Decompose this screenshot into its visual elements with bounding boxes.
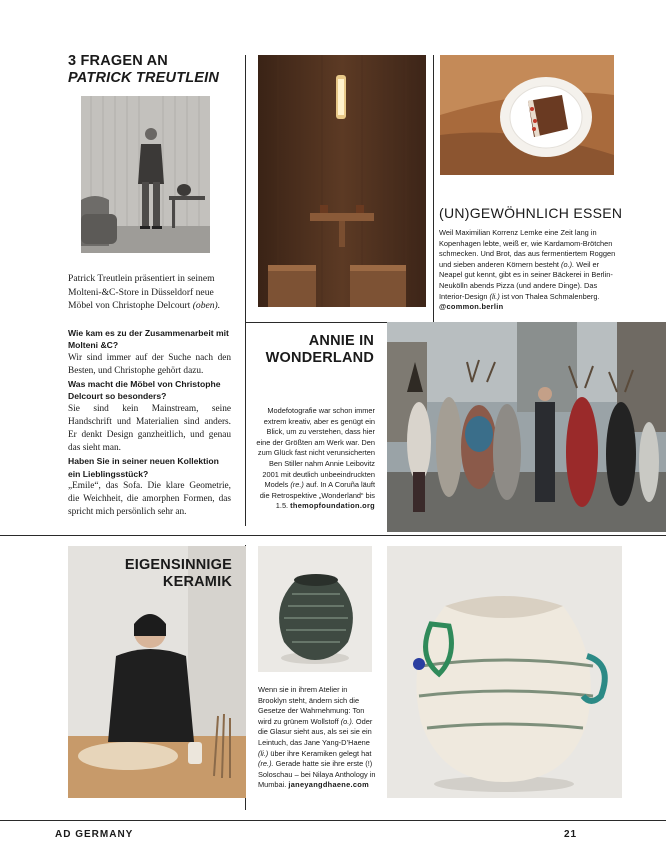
ceramic-body-text: Wenn sie in ihrem Atelier in Brooklyn steht, ändern sich die Gesetze der Wahrnehmung: Ton wird zu grünem Wollstoff [258, 685, 365, 726]
interview-intro [68, 272, 233, 313]
ceramic-ref-1: (o.). [340, 716, 354, 726]
food-body-text-2: Weil er Neapel gut kennt, gibt es in seiner Bäckerei in Berlin-Neukölln abends Pizza (und andere Dinge). Das Interior-Design [439, 259, 613, 301]
column-rule-2 [433, 55, 434, 323]
ceramic-title-line2: KERAMIK [162, 574, 232, 590]
ceramic-body-text-2: Oder die Glasur sieht aus, als sei sie ein Leintuch, das Jane Yang-D’Haene [258, 716, 373, 747]
ceramic-body-text-3: über ihre Keramiken gelegt hat [270, 748, 372, 758]
cake-plate-photo [440, 55, 614, 175]
cake-plate-illustration [440, 55, 614, 175]
food-body-text-3: ist von Thalea Schmalenberg. [501, 291, 600, 301]
annie-url-link[interactable]: themopfoundation.org [290, 501, 375, 511]
answer-2: Sie sind kein Mainstream, seine Handschrift und Materialien sind anders. Er denkt Design ganzheitlich, und genau das sieht man. [68, 403, 231, 454]
green-vessel-illustration [258, 546, 372, 672]
annie-ref: (re.) [290, 480, 304, 490]
treutlein-photo-illustration [81, 96, 210, 253]
question-2: Was macht die Möbel von Christophe Delcourt so besonders? [68, 379, 221, 402]
question-1: Wie kam es zu der Zusammenarbeit mit Molteni &C? [68, 328, 229, 351]
ceramic-ref-2: (li.) [258, 748, 269, 758]
interview-intro-text: Patrick Treutlein präsentiert in seinem Molteni-&C-Store in Düsseldorf neue Möbel von Christophe Delcourt [68, 273, 215, 311]
interview-title-line2: PATRICK TREUTLEIN [68, 70, 220, 86]
bakery-interior-photo [258, 55, 426, 307]
food-handle-link[interactable]: @common.berlin [439, 302, 504, 312]
question-3: Haben Sie in seiner neuen Kollektion ein Lieblingsstück? [68, 456, 219, 479]
food-body [439, 228, 617, 313]
interview-qa [68, 327, 231, 519]
interview-title-line1: 3 FRAGEN AN [68, 53, 168, 69]
annie-title [258, 333, 374, 367]
bakery-interior-illustration [258, 55, 426, 307]
green-vessel-photo [258, 546, 372, 672]
food-ref-2: (li.) [489, 291, 500, 301]
interview-title [68, 53, 219, 87]
treutlein-photo [81, 96, 210, 253]
annie-body-text: Modefotografie war schon immer extrem kreativ, aber es genügt ein Blick, um zu verstehen, dass hier eine der Größten am Werk war. Den zum Glück fast nicht verunsicherten Ben Stiller nahm Annie Leibovitz 2001 mit deutlich unbeeindruckten Models [256, 406, 375, 490]
ceramic-ref-3: (re.). [258, 759, 274, 769]
answer-3: „Emile“, das Sofa. Die klare Geometrie, die Weichheit, die amorphen Formen, das spricht mich persönlich sehr an. [68, 481, 231, 518]
ceramic-url-link[interactable]: janeyangdhaene.com [288, 780, 369, 790]
food-title: (UN)GEWÖHNLICH ESSEN [439, 205, 623, 221]
footer-page-number: 21 [564, 829, 578, 840]
annie-body-text-2: auf. In A Coruña läuft die Retrospektive „Wonderland“ bis 1.5. [259, 480, 375, 511]
section-rule-bottom [0, 535, 666, 536]
ceramic-body-text-4: Gerade hatte sie ihre erste (!) Soloschau – bei Nilaya Anthology in Mumbai. [258, 759, 376, 790]
annie-title-line1: ANNIE IN [308, 333, 374, 349]
white-vessel-illustration [387, 546, 622, 798]
column-rule-1 [245, 55, 246, 526]
ceramic-body [258, 685, 376, 791]
answer-1: Wir sind immer auf der Suche nach den Besten, und Christophe gehört dazu. [68, 352, 231, 376]
footer-publication: AD GERMANY [55, 829, 134, 840]
food-body-text: Weil Maximilian Korrenz Lemke eine Zeit lang in Kopenhagen lebte, weiß er, wie Kardamom-Brötchen schmecken. Und Brot, das aus fermentiertem Roggen und sieben anderen Körnern besteht [439, 228, 616, 269]
ceramic-title [110, 557, 232, 591]
wonderland-illustration [387, 322, 666, 532]
annie-title-line2: WONDERLAND [265, 350, 374, 366]
wonderland-photo [387, 322, 666, 532]
footer-rule [0, 820, 666, 821]
annie-body [255, 406, 375, 512]
white-vessel-photo [387, 546, 622, 798]
ceramic-title-line1: EIGENSINNIGE [124, 557, 232, 573]
interview-intro-ref: (oben). [192, 300, 221, 311]
food-ref-1: (o.). [561, 259, 575, 269]
